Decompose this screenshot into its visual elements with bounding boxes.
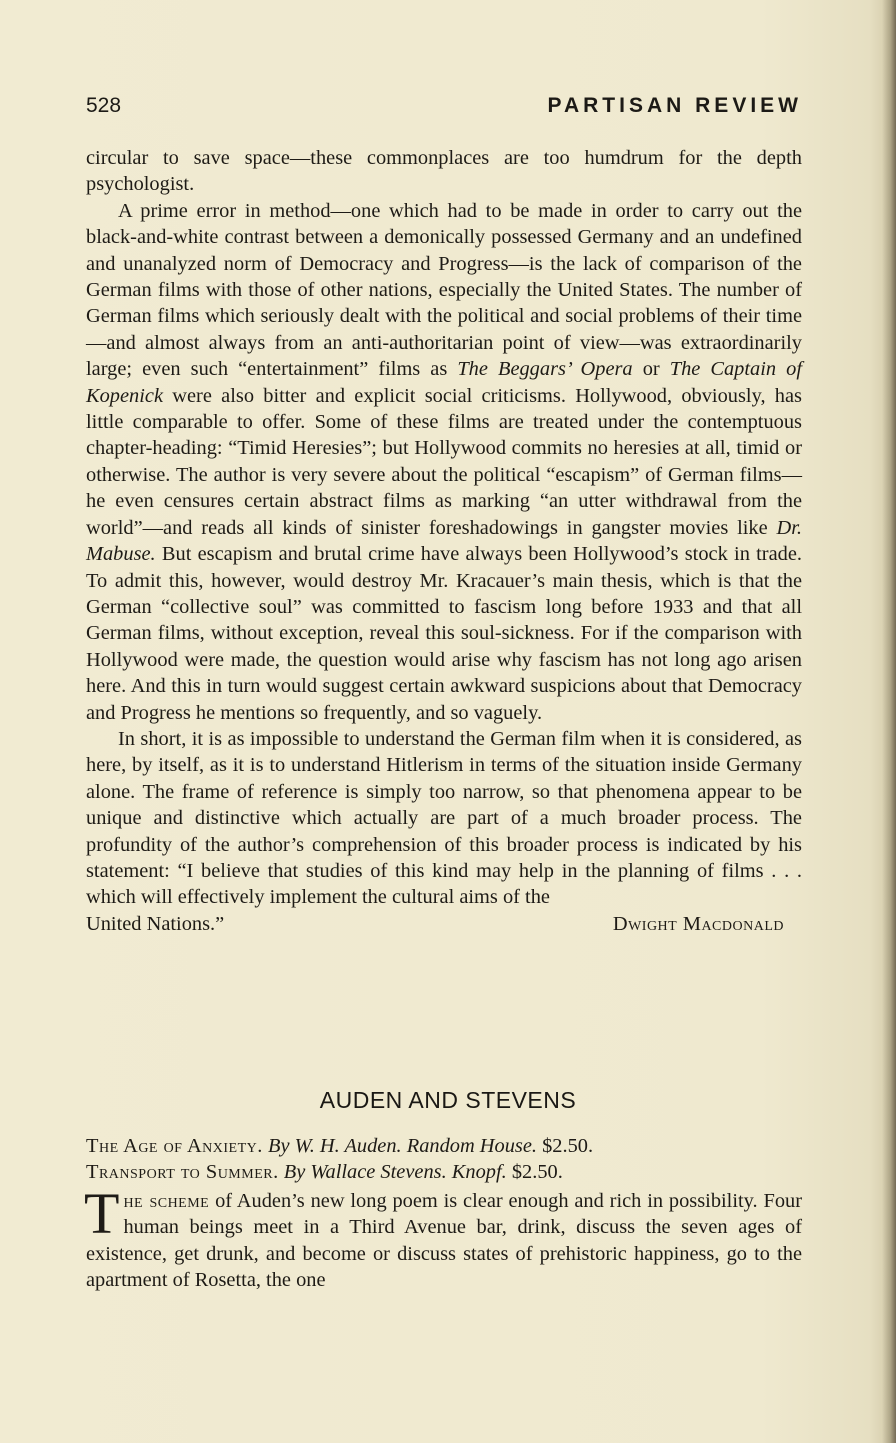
running-head	[86, 94, 802, 124]
author-signature: Dwight Macdonald	[612, 912, 784, 935]
paragraph-3-last-line: United Nations.”	[86, 912, 225, 935]
book-price: $2.50.	[542, 1135, 594, 1157]
review-opening-paragraph	[84, 1181, 803, 1294]
book-entry-1	[86, 1133, 802, 1159]
paragraph-2-part-a: A prime error in method—one which had to be made in order to carry out the black-and-white contrast between a demonically possessed Germany and an undefined and unanalyzed norm of Democracy and Progress—is the lack of comparison of the German films with those of other nations, especially the United States. The number of German films which seriously dealt with the political and social problems of their time —and almost always from an anti-authoritarian point of view—was extraordinarily large; even such “entertainment” films as	[86, 199, 802, 381]
page-edge-shadow	[882, 0, 896, 1443]
drop-cap: T	[84, 1181, 120, 1246]
paragraph-2	[86, 198, 802, 726]
page-number: 528	[86, 94, 122, 117]
paragraph-2-part-c: were also bitter and explicit social criticisms. Hollywood, obviously, has little comparable to offer. Some of these films are treated under the contemptuous chapter-heading: “Timid Heresies”; but Hollywood commits no heresies at all, timid or otherwise. The author is very severe about the political “escapism” of German films—he even censures certain abstract films as marking “an utter withdrawal from the world”—and reads all kinds of sinister foreshadowings in gangster movies like	[86, 384, 802, 539]
book-author-publisher: By Wallace Stevens. Knopf.	[283, 1161, 507, 1183]
book-entry-2	[86, 1159, 802, 1185]
journal-title: PARTISAN REVIEW	[547, 94, 802, 117]
reviewed-books	[86, 1133, 802, 1185]
paragraph-1: circular to save space—these commonplaces are too humdrum for the depth psychologist.	[86, 147, 802, 196]
film-title-beggars-opera: The Beggars’ Opera	[457, 358, 633, 381]
film-title-dr-mabuse: Dr. Mabuse.	[86, 516, 802, 566]
book-title: Transport to Summer.	[86, 1161, 279, 1183]
opening-text: of Auden’s new long poem is clear enough and rich in possibility. Four human beings meet in a Third Avenue bar, drink, discuss the seven ages of existence, get drunk, and become or discuss states of prehistoric happiness, go to the apartment of Rosetta, the one	[86, 1190, 803, 1292]
book-title: The Age of Anxiety.	[86, 1135, 263, 1157]
signature-line	[86, 911, 802, 937]
review-body	[84, 1181, 803, 1294]
film-title-captain-of-kopenick: The Captain of Kopenick	[86, 358, 802, 407]
paragraph-2-part-d: But escapism and brutal crime have always been Hollywood’s stock in trade. To admit this, however, would destroy Mr. Kracauer’s main thesis, which is that the German “collective soul” was committed to fascism long before 1933 and that all German films, without exception, reveal this soul-sickness. For if the comparison with Hollywood were made, the question would arise why fascism has not long ago arisen here. And this in turn would suggest certain awkward suspicions about that Democracy and Progress he mentions so frequently, and so vaguely.	[86, 543, 802, 724]
paragraph-2-part-b: or	[632, 358, 670, 381]
article-body	[86, 145, 802, 937]
book-author-publisher: By W. H. Auden. Random House.	[267, 1135, 537, 1157]
paragraph-3: In short, it is as impossible to understand the German film when it is considered, as here, by itself, as it is to understand Hitlerism in terms of the situation inside Germany alone. The frame of reference is simply too narrow, so that phenomena appear to be unique and distinctive which actually are part of a much broader process. The profundity of the author’s comprehension of this broader process is indicated by his statement: “I believe that studies of this kind may help in the planning of films . . . which will effectively implement the cultural aims of the	[86, 727, 802, 909]
section-heading: AUDEN AND STEVENS	[319, 1087, 577, 1113]
opening-small-caps: he scheme	[123, 1190, 210, 1212]
book-price: $2.50.	[511, 1161, 563, 1183]
